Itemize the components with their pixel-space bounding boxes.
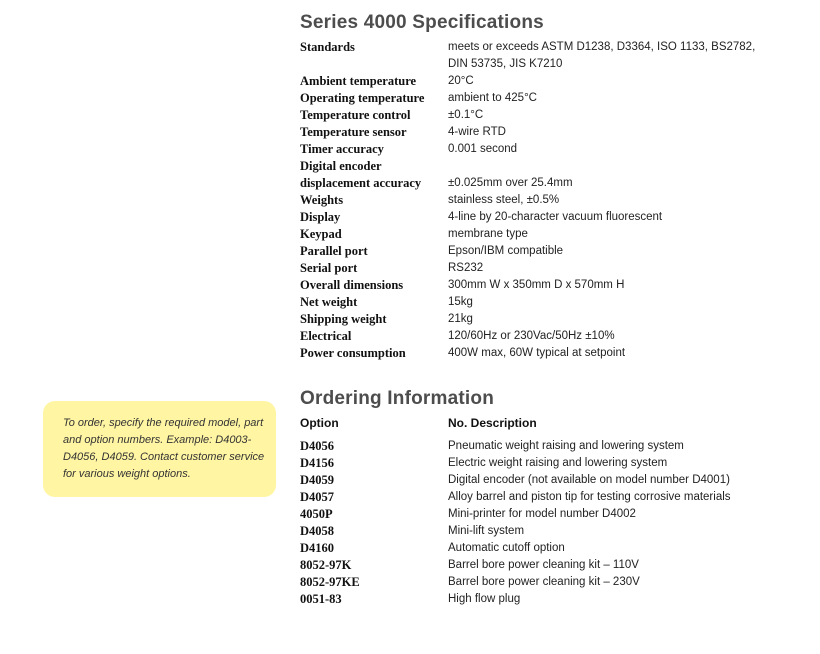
- spec-value: membrane type: [448, 228, 528, 240]
- order-row: [300, 557, 780, 574]
- option-code: 0051-83: [300, 592, 342, 606]
- option-description: Mini-printer for model number D4002: [448, 508, 636, 520]
- option-description: Automatic cutoff option: [448, 542, 565, 554]
- order-row: [300, 574, 780, 591]
- spec-value: 400W max, 60W typical at setpoint: [448, 347, 626, 359]
- ordering-table: [300, 438, 780, 608]
- option-code: 8052-97KE: [300, 575, 360, 589]
- spec-label: Power consumption: [300, 346, 406, 360]
- spec-row: [300, 294, 780, 311]
- spec-row: [300, 277, 780, 294]
- spec-row: [300, 73, 780, 90]
- spec-label: Operating temperature: [300, 91, 425, 105]
- spec-row: [300, 209, 780, 226]
- spec-label: Weights: [300, 193, 344, 207]
- spec-value: ambient to 425°C: [448, 92, 537, 104]
- option-description: Digital encoder (not available on model number D4001): [448, 474, 730, 486]
- option-column-header: Option: [300, 416, 339, 430]
- spec-value: ±0.1°C: [448, 109, 484, 121]
- spec-row: [300, 226, 780, 243]
- order-row: [300, 591, 780, 608]
- spec-row: [300, 311, 780, 328]
- order-row: [300, 523, 780, 540]
- option-code: D4058: [300, 524, 335, 538]
- spec-label: Temperature control: [300, 108, 411, 122]
- spec-row: [300, 345, 780, 362]
- spec-value: 21kg: [448, 313, 473, 325]
- spec-label: Overall dimensions: [300, 278, 404, 292]
- spec-label: Parallel port: [300, 244, 368, 258]
- option-description: Electric weight raising and lowering system: [448, 457, 668, 469]
- spec-label: Electrical: [300, 329, 352, 343]
- spec-row: [300, 328, 780, 345]
- order-note-callout: [43, 401, 276, 497]
- spec-value: 20°C: [448, 75, 474, 87]
- spec-row: [300, 107, 780, 124]
- spec-label: displacement accuracy: [300, 176, 422, 190]
- specifications-table: [300, 39, 780, 362]
- ordering-information-title: Ordering Information: [300, 388, 494, 409]
- spec-row: [300, 124, 780, 141]
- spec-label: Timer accuracy: [300, 142, 384, 156]
- option-code: 4050P: [300, 507, 333, 521]
- spec-row: [300, 158, 780, 175]
- option-code: D4059: [300, 473, 335, 487]
- spec-value: 300mm W x 350mm D x 570mm H: [448, 279, 625, 291]
- order-row: [300, 455, 780, 472]
- spec-label: Net weight: [300, 295, 358, 309]
- order-row: [300, 472, 780, 489]
- spec-value: Epson/IBM compatible: [448, 245, 564, 257]
- specifications-title: Series 4000 Specifications: [300, 12, 544, 33]
- spec-label: Keypad: [300, 227, 342, 241]
- option-description: Barrel bore power cleaning kit – 230V: [448, 576, 640, 588]
- order-row: [300, 540, 780, 557]
- spec-label: Digital encoder: [300, 159, 382, 173]
- option-code: 8052-97K: [300, 558, 352, 572]
- order-row: [300, 506, 780, 523]
- option-description: Pneumatic weight raising and lowering system: [448, 440, 684, 452]
- ordering-table-header: [300, 415, 780, 432]
- spec-row: [300, 192, 780, 209]
- option-code: D4056: [300, 439, 335, 453]
- option-description: Mini-lift system: [448, 525, 525, 537]
- order-row: [300, 438, 780, 455]
- option-description: Alloy barrel and piston tip for testing corrosive materials: [448, 491, 731, 503]
- spec-label: Ambient temperature: [300, 74, 417, 88]
- spec-row: [300, 175, 780, 192]
- spec-value: meets or exceeds ASTM D1238, D3364, ISO 1133, BS2782, DIN 53735, JIS K7210: [448, 41, 756, 70]
- option-description: High flow plug: [448, 593, 521, 605]
- spec-value: 120/60Hz or 230Vac/50Hz ±10%: [448, 330, 615, 342]
- spec-row: [300, 90, 780, 107]
- spec-value: stainless steel, ±0.5%: [448, 194, 560, 206]
- spec-value: 4-wire RTD: [448, 126, 506, 138]
- option-code: D4057: [300, 490, 335, 504]
- option-code: D4156: [300, 456, 335, 470]
- spec-value: ±0.025mm over 25.4mm: [448, 177, 573, 189]
- spec-value: 0.001 second: [448, 143, 518, 155]
- spec-row: [300, 260, 780, 277]
- spec-value: RS232: [448, 262, 484, 274]
- description-column-header: No. Description: [448, 416, 537, 430]
- spec-label: Temperature sensor: [300, 125, 407, 139]
- spec-row: [300, 39, 780, 73]
- option-code: D4160: [300, 541, 335, 555]
- spec-label: Standards: [300, 40, 355, 54]
- spec-label: Display: [300, 210, 341, 224]
- spec-row: [300, 141, 780, 158]
- spec-value: 15kg: [448, 296, 473, 308]
- spec-value: 4-line by 20-character vacuum fluorescent: [448, 211, 663, 223]
- option-description: Barrel bore power cleaning kit – 110V: [448, 559, 639, 571]
- spec-row: [300, 243, 780, 260]
- order-row: [300, 489, 780, 506]
- spec-label: Shipping weight: [300, 312, 387, 326]
- spec-label: Serial port: [300, 261, 358, 275]
- order-note-text: To order, specify the required model, part and option numbers. Example: D4003-D4056, D4059. Contact customer service for various weight options.: [63, 417, 265, 480]
